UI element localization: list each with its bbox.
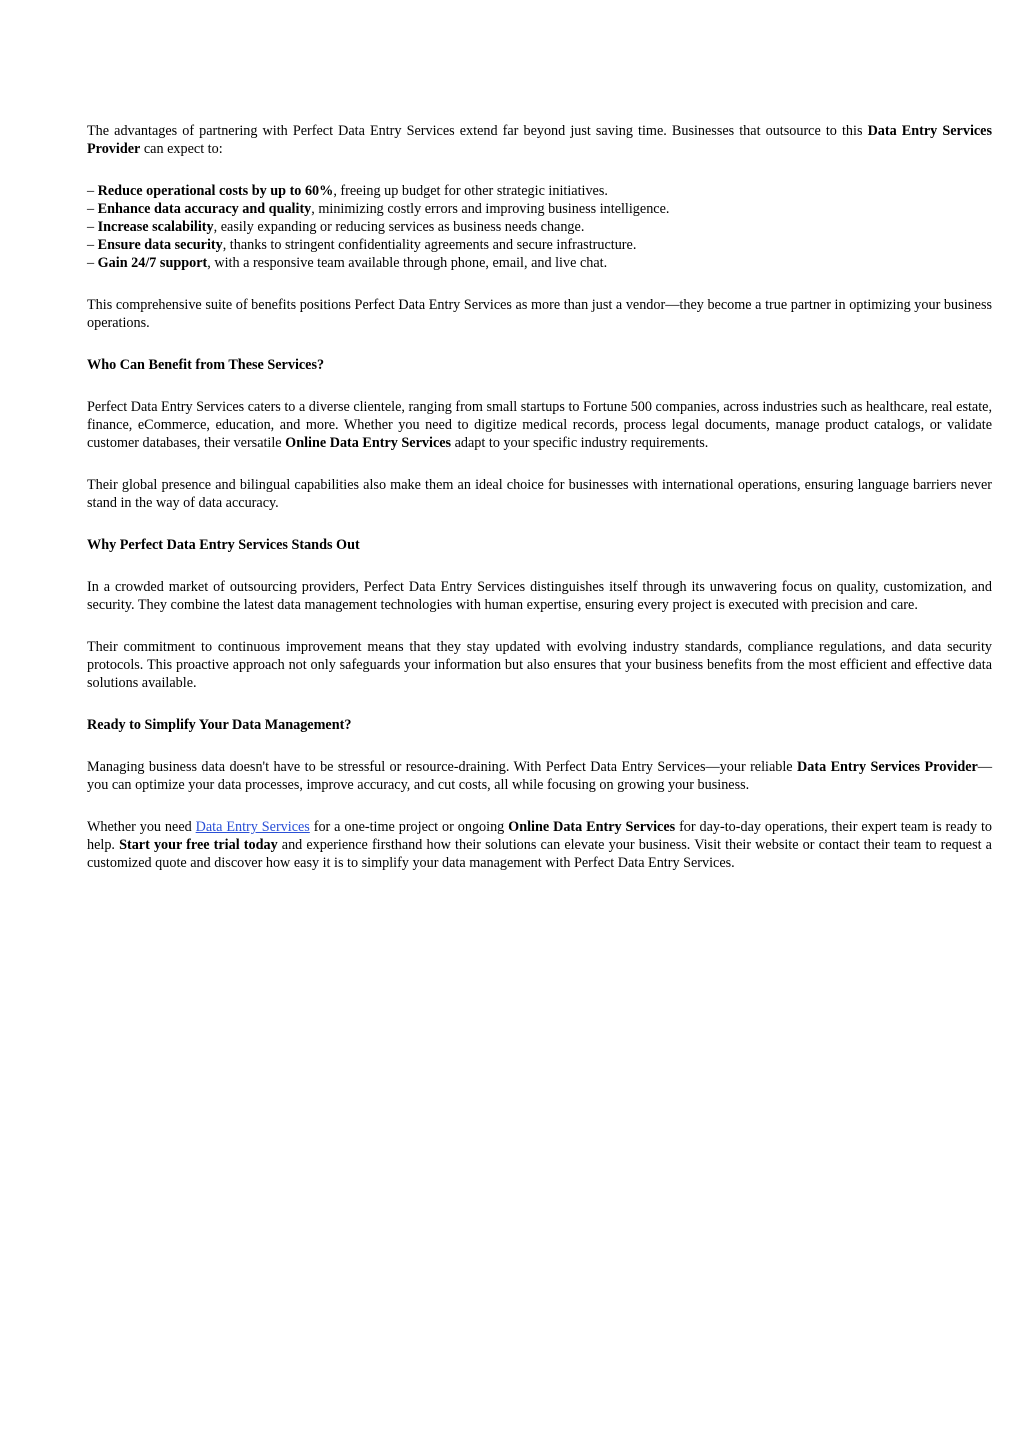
ready-p2-text-d: and experience firsthand how their solutions can elevate your business. Visit their website or contact their team to request a customized quote and discover how easy it is to simplify your data management with Perfect Data Entry Services.	[87, 837, 992, 871]
who-p1-tail: adapt to your specific industry requirements.	[451, 435, 709, 451]
list-dash: –	[87, 183, 98, 199]
intro-text: The advantages of partnering with Perfect Data Entry Services extend far beyond just saving time. Businesses that outsource to this	[87, 123, 868, 139]
list-item	[87, 182, 992, 200]
section-heading-why: Why Perfect Data Entry Services Stands Out	[87, 537, 360, 553]
ready-p2-text-c: for day-to-day operations, their expert team is ready to help.	[87, 819, 992, 853]
list-item-bold: Reduce operational costs by up to 60%	[97, 183, 334, 199]
list-item-text: , thanks to stringent confidentiality agreements and secure infrastructure.	[222, 237, 637, 253]
who-p1-bold: Online Data Entry Services	[285, 435, 452, 451]
list-item-text: , minimizing costly errors and improving business intelligence.	[311, 201, 670, 217]
intro-bold: Data Entry Services Provider	[87, 123, 992, 157]
list-item-bold: Ensure data security	[97, 237, 223, 253]
ready-paragraph-2	[87, 818, 992, 872]
list-item	[87, 236, 992, 254]
list-item-text: , freeing up budget for other strategic initiatives.	[333, 183, 608, 199]
list-item-bold: Enhance data accuracy and quality	[97, 201, 312, 217]
ready-p2-text-a: Whether you need	[87, 819, 196, 835]
benefits-list	[87, 182, 992, 272]
who-paragraph-2: Their global presence and bilingual capabilities also make them an ideal choice for businesses with international operations, ensuring language barriers never stand in the way of data accuracy.	[87, 477, 992, 511]
list-item	[87, 254, 992, 272]
summary-paragraph: This comprehensive suite of benefits positions Perfect Data Entry Services as more than just a vendor—they become a true partner in optimizing your business operations.	[87, 297, 992, 331]
ready-p1-bold: Data Entry Services Provider	[797, 759, 978, 775]
ready-p1-tail: —you can optimize your data processes, improve accuracy, and cut costs, all while focusing on growing your business.	[87, 759, 992, 793]
ready-p2-bold-1: Online Data Entry Services	[508, 819, 676, 835]
list-item-bold: Increase scalability	[97, 219, 214, 235]
section-heading-ready: Ready to Simplify Your Data Management?	[87, 717, 352, 733]
who-paragraph-1	[87, 398, 992, 452]
list-item-text: , easily expanding or reducing services as business needs change.	[213, 219, 585, 235]
list-item-bold: Gain 24/7 support	[97, 255, 208, 271]
list-dash: –	[87, 219, 98, 235]
intro-paragraph	[87, 122, 992, 158]
why-paragraph-1: In a crowded market of outsourcing providers, Perfect Data Entry Services distinguishes itself through its unwavering focus on quality, customization, and security. They combine the latest data management technologies with human expertise, ensuring every project is executed with precision and care.	[87, 579, 992, 613]
list-item	[87, 218, 992, 236]
ready-p2-bold-2: Start your free trial today	[119, 837, 278, 853]
list-dash: –	[87, 237, 98, 253]
ready-p1-text: Managing business data doesn't have to be stressful or resource-draining. With Perfect Data Entry Services—your reliable	[87, 759, 798, 775]
who-p1-text: Perfect Data Entry Services caters to a diverse clientele, ranging from small startups to Fortune 500 companies, across industries such as healthcare, real estate, finance, eCommerce, education, and more. Whether you need to digitize medical records, process legal documents, manage product catalogs, or validate customer databases, their versatile	[87, 399, 992, 451]
why-paragraph-2: Their commitment to continuous improvement means that they stay updated with evolving industry standards, compliance regulations, and data security protocols. This proactive approach not only safeguards your information but also ensures that your business benefits from the most efficient and effective data solutions available.	[87, 639, 992, 691]
list-dash: –	[87, 201, 98, 217]
list-item	[87, 200, 992, 218]
data-entry-services-link[interactable]: Data Entry Services	[195, 819, 310, 835]
section-heading-who: Who Can Benefit from These Services?	[87, 357, 325, 373]
intro-tail: can expect to:	[140, 141, 223, 157]
document-page	[87, 122, 992, 872]
list-item-text: , with a responsive team available through phone, email, and live chat.	[207, 255, 608, 271]
ready-paragraph-1	[87, 758, 992, 794]
list-dash: –	[87, 255, 98, 271]
ready-p2-text-b: for a one-time project or ongoing	[309, 819, 509, 835]
